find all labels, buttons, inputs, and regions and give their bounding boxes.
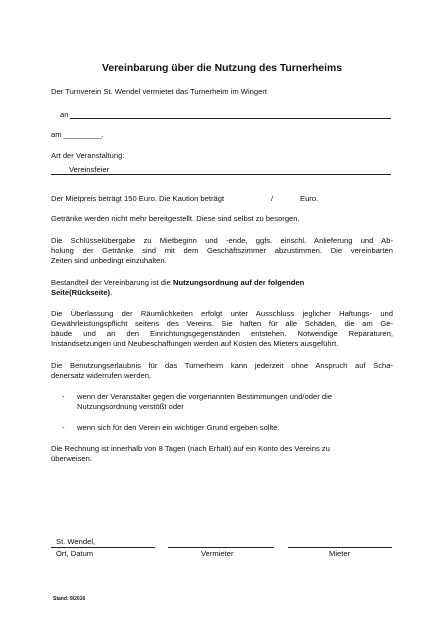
signature-tenant-label: Mieter — [329, 549, 351, 558]
bullet-2-marker: - — [62, 423, 65, 432]
an-label: an — [60, 110, 69, 119]
signature-line-tenant — [288, 547, 392, 548]
rules-line-1-bold: Nutzungsordnung auf der folgenden — [173, 278, 305, 287]
liability-line-2: Gewährleistungspflicht seitens des Vereins. Sie haften für alle Schäden, die am Ge- — [51, 318, 393, 328]
keys-paragraph — [51, 236, 393, 266]
event-type-line — [51, 174, 391, 175]
bullet-1-marker: - — [62, 392, 65, 401]
rules-line-1-plain: Bestandteil der Vereinbarung ist die — [51, 278, 174, 287]
revoke-paragraph — [51, 361, 393, 381]
liability-line-1: Die Überlassung der Räumlichkeiten erfolgt unter Ausschluss jeglicher Haftungs- und — [51, 309, 393, 318]
keys-line-3: Zeiten sind unbedingt einzuhalten. — [51, 255, 167, 265]
signature-line-landlord — [168, 547, 274, 548]
event-type-label: Art der Veranstaltung: — [51, 151, 125, 160]
revoke-line-2: denersatz widerrufen werden, — [51, 370, 152, 380]
signature-place-date-label: Ort, Datum — [56, 549, 94, 558]
invoice-line-2: überweisen. — [51, 454, 92, 463]
signature-place: St. Wendel, — [56, 537, 96, 546]
price-slash: / — [271, 194, 274, 203]
drinks-text: Getränke werden nicht mehr bereitgestellt. Diese sind selbst zu besorgen. — [51, 214, 300, 223]
liability-line-4: Instandsetzungen und Neubeschaffungen werden auf Kosten des Mieters ausgeführt. — [51, 338, 339, 348]
rules-line-2-plain: . — [110, 287, 113, 297]
liability-paragraph — [51, 309, 393, 349]
bullet-1-line-2: Nutzungsordnung verstößt oder — [77, 402, 184, 411]
liability-line-3: bäude und an den Einrichtungsgegenständen entstehen. Notwendige Reparaturen, — [51, 328, 393, 338]
rules-paragraph — [51, 278, 393, 298]
bullet-1-line-1: wenn der Veranstalter gegen die vorgenannten Bestimmungen und/oder die — [77, 392, 332, 401]
am-label: am _________. — [51, 130, 104, 139]
price-currency: Euro. — [300, 194, 319, 203]
document-title: Vereinbarung über die Nutzung des Turnerheims — [102, 63, 342, 74]
signature-landlord-label: Vermieter — [201, 549, 234, 558]
revoke-line-1: Die Benutzungserlaubnis für das Turnerheim kann jederzeit ohne Anspruch auf Scha- — [51, 361, 393, 370]
rules-line-1 — [51, 278, 393, 288]
signature-line-place — [51, 547, 155, 548]
keys-line-2: holung der Getränke sind mit dem Geschäftszimmer abzustimmen. Die vereinbarten — [51, 245, 393, 255]
an-line — [70, 118, 391, 119]
price-text: Der Mietpreis beträgt 150 Euro. Die Kaution beträgt — [51, 194, 225, 203]
bullet-2-line-1: wenn sich für den Verein ein wichtiger Grund ergeben sollte. — [77, 423, 280, 432]
intro-text: Der Turnverein St. Wendel vermietet das Turnerheim im Wingert — [51, 87, 267, 96]
rules-line-2-bold: Seite(Rückseite) — [51, 287, 111, 297]
event-type-value: Vereinsfeier — [69, 165, 110, 174]
invoice-line-1: Die Rechnung ist innerhalb von 8 Tagen (nach Erhalt) auf ein Konto des Vereins zu — [51, 444, 330, 453]
rules-line-2 — [51, 288, 393, 298]
footer-stand: Stand: 9/2016 — [53, 596, 86, 602]
keys-line-1: Die Schlüsselübergabe zu Mietbeginn und -ende, ggfs. einschl. Anlieferung und Ab- — [51, 236, 393, 245]
